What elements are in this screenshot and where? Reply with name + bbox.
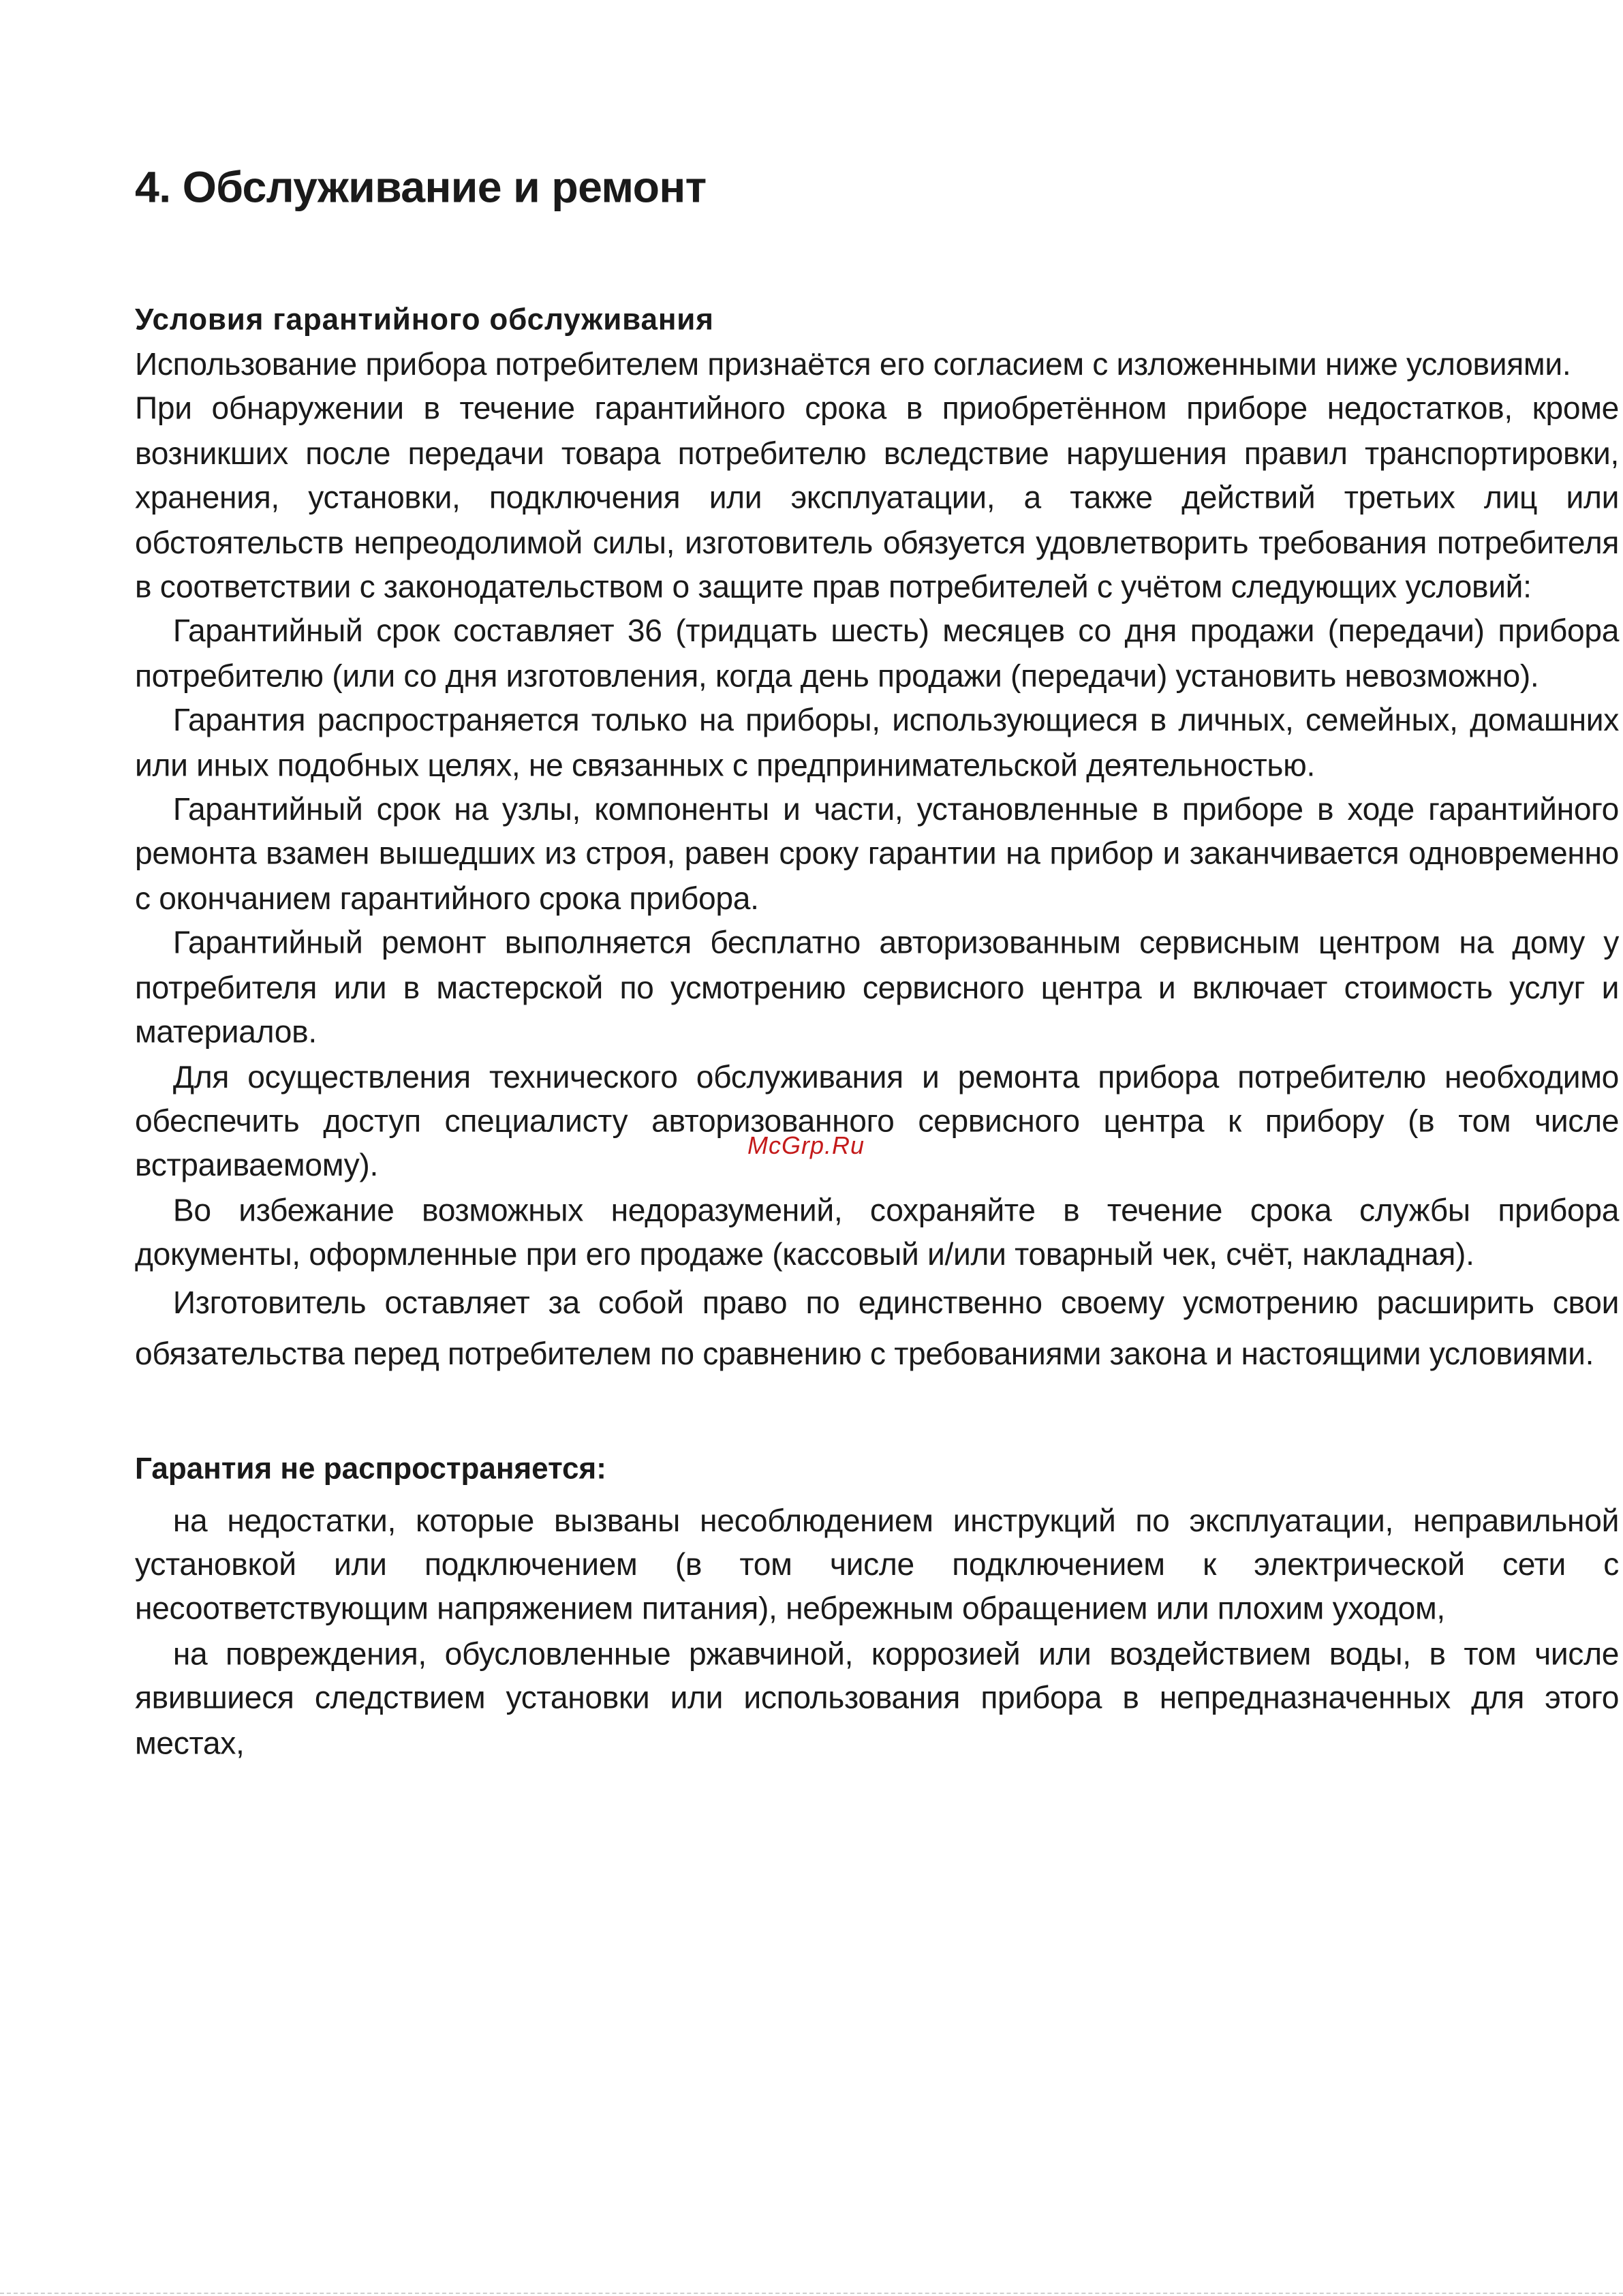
exclusions-heading: Гарантия не распространяется: <box>135 1451 606 1486</box>
heading-spacer <box>135 1491 1619 1499</box>
warranty-item: Во избежание возможных недоразумений, сохраняйте в течение срока службы прибора документы, оформленные при его продаже (кассовый и/или товарный чек, счёт, накладная). <box>135 1193 1620 1272</box>
page-bottom-border <box>0 2293 1623 2294</box>
exclusion-item: на повреждения, обусловленные ржавчиной, коррозией или воздействием воды, в том числе явившиеся следствием установки или использования прибора в непредназначенных для этого местах, <box>135 1636 1620 1761</box>
warranty-extension-note: Изготовитель оставляет за собой право по единственно своему усмотрению расширить свои обязательства перед потребителем по сравнению с требованиями закона и настоящими условиями. <box>135 1284 1620 1371</box>
warranty-item: Гарантийный срок на узлы, компоненты и части, установленные в приборе в ходе гарантийного ремонта взамен вышедших из строя, равен сроку гарантии на прибор и заканчивается одновременно с окончанием гарантийного срока прибора. <box>135 792 1620 917</box>
warranty-item: Гарантийный ремонт выполняется бесплатно авторизованным сервисным центром на дому у потребителя или в мастерской по усмотрению сервисного центра и включает стоимость услуг и материалов. <box>135 925 1620 1050</box>
warranty-item: Гарантийный срок составляет 36 (тридцать шесть) месяцев со дня продажи (передачи) прибора потребителю (или со дня изготовления, когда день продажи (передачи) установить невозможно). <box>135 613 1620 694</box>
document-page <box>135 0 1619 1765</box>
section-spacer <box>135 1380 1619 1448</box>
warranty-intro: Использование прибора потребителем признаётся его согласием с изложенными ниже условиями. <box>135 347 1571 382</box>
page-title: 4. Обслуживание и ремонт <box>135 164 707 213</box>
exclusion-item: на недостатки, которые вызваны несоблюдением инструкций по эксплуатации, неправильной установкой или подключением (в том числе подключением к электрической сети с несоответствующим напряжением питания), небрежным обращением или плохим уходом, <box>135 1502 1620 1627</box>
warranty-item: Для осуществления технического обслуживания и ремонта прибора потребителю необходимо обеспечить доступ специалисту авторизованного сервисного центра к прибору (в том числе встраиваемому). <box>135 1059 1620 1184</box>
watermark: McGrp.Ru <box>747 1131 865 1159</box>
warranty-main: При обнаружении в течение гарантийного срока в приобретённом приборе недостатков, кроме возникших после передачи товара потребителю вследствие нарушения правил транспортировки, хранения, установки, подключения или эксплуатации, а также действий третьих лиц или обстоятельств непреодолимой силы, изготовитель обязуется удовлетворить требования потребителя в соответствии с законодательством о защите прав потребителей с учётом следующих условий: <box>135 391 1620 605</box>
warranty-item: Гарантия распространяется только на приборы, использующиеся в личных, семейных, домашних или иных подобных целях, не связанных с предпринимательской деятельностью. <box>135 703 1620 783</box>
warranty-heading: Условия гарантийного обслуживания <box>135 303 714 337</box>
